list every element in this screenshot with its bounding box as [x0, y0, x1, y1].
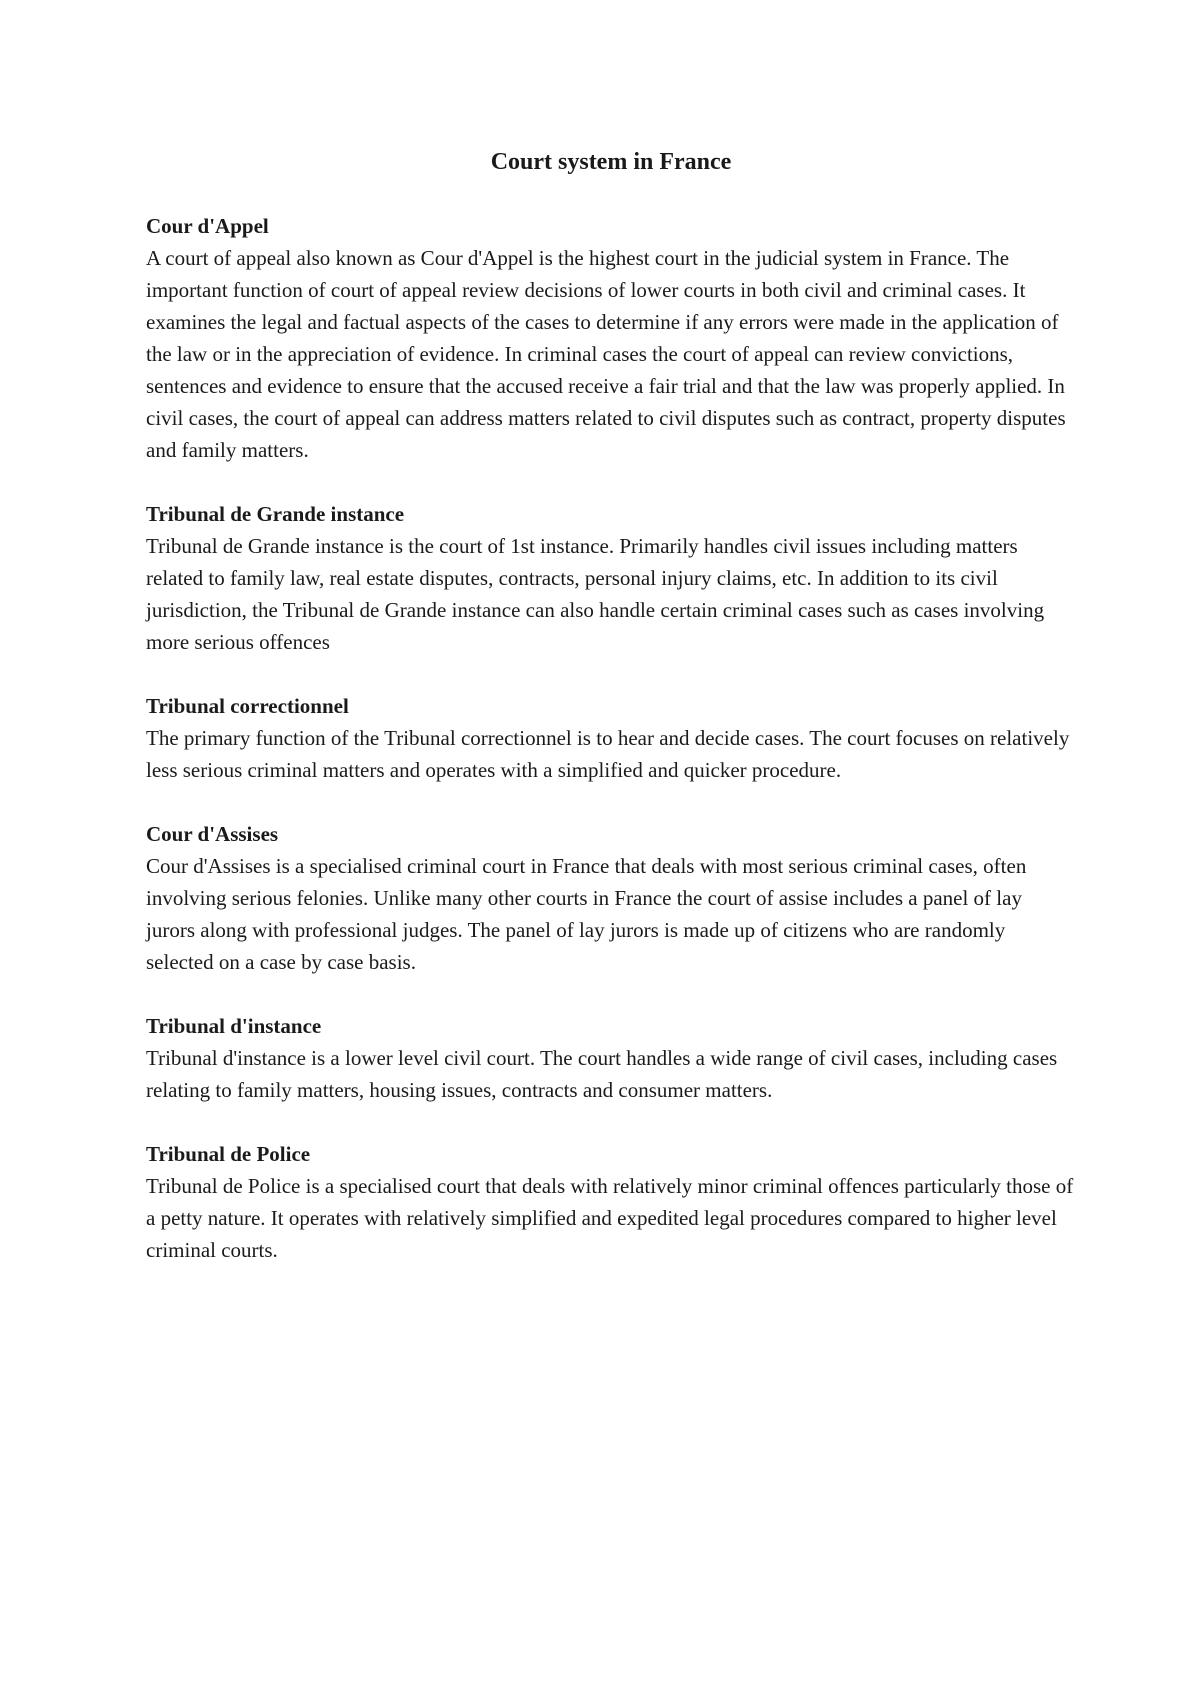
section-body: Tribunal de Police is a specialised court that deals with relatively minor criminal offences particularly those of a petty nature. It operates with relatively simplified and expedited legal procedures compared to higher level criminal courts. [146, 1174, 1074, 1262]
section-heading: Tribunal de Police [146, 1142, 311, 1166]
section-tribunal-d-instance [146, 1010, 1076, 1106]
section-heading: Tribunal correctionnel [146, 694, 349, 718]
section-tribunal-de-grande-instance [146, 498, 1076, 658]
section-body: A court of appeal also known as Cour d'Appel is the highest court in the judicial system in France. The important function of court of appeal review decisions of lower courts in both civil and criminal cases. It examines the legal and factual aspects of the cases to determine if any errors were made in the application of the law or in the appreciation of evidence. In criminal cases the court of appeal can review convictions, sentences and evidence to ensure that the accused receive a fair trial and that the law was properly applied. In civil cases, the court of appeal can address matters related to civil disputes such as contract, property disputes and family matters. [146, 246, 1066, 462]
document-content [146, 146, 1076, 1298]
section-heading: Tribunal de Grande instance [146, 502, 405, 526]
section-heading: Cour d'Appel [146, 214, 269, 238]
section-body: Cour d'Assises is a specialised criminal court in France that deals with most serious criminal cases, often involving serious felonies. Unlike many other courts in France the court of assise includes a panel of lay jurors along with professional judges. The panel of lay jurors is made up of citizens who are randomly selected on a case by case basis. [146, 854, 1027, 974]
section-body: The primary function of the Tribunal correctionnel is to hear and decide cases. The court focuses on relatively less serious criminal matters and operates with a simplified and quicker procedure. [146, 726, 1070, 782]
section-heading: Tribunal d'instance [146, 1014, 322, 1038]
section-tribunal-de-police [146, 1138, 1076, 1266]
section-cour-d-appel [146, 210, 1076, 466]
section-body: Tribunal d'instance is a lower level civil court. The court handles a wide range of civil cases, including cases relating to family matters, housing issues, contracts and consumer matters. [146, 1046, 1058, 1102]
section-heading: Cour d'Assises [146, 822, 279, 846]
section-cour-d-assises [146, 818, 1076, 978]
section-tribunal-correctionnel [146, 690, 1076, 786]
section-body: Tribunal de Grande instance is the court of 1st instance. Primarily handles civil issues including matters related to family law, real estate disputes, contracts, personal injury claims, etc. In addition to its civil jurisdiction, the Tribunal de Grande instance can also handle certain criminal cases such as cases involving more serious offences [146, 534, 1045, 654]
document-title: Court system in France [490, 149, 732, 175]
